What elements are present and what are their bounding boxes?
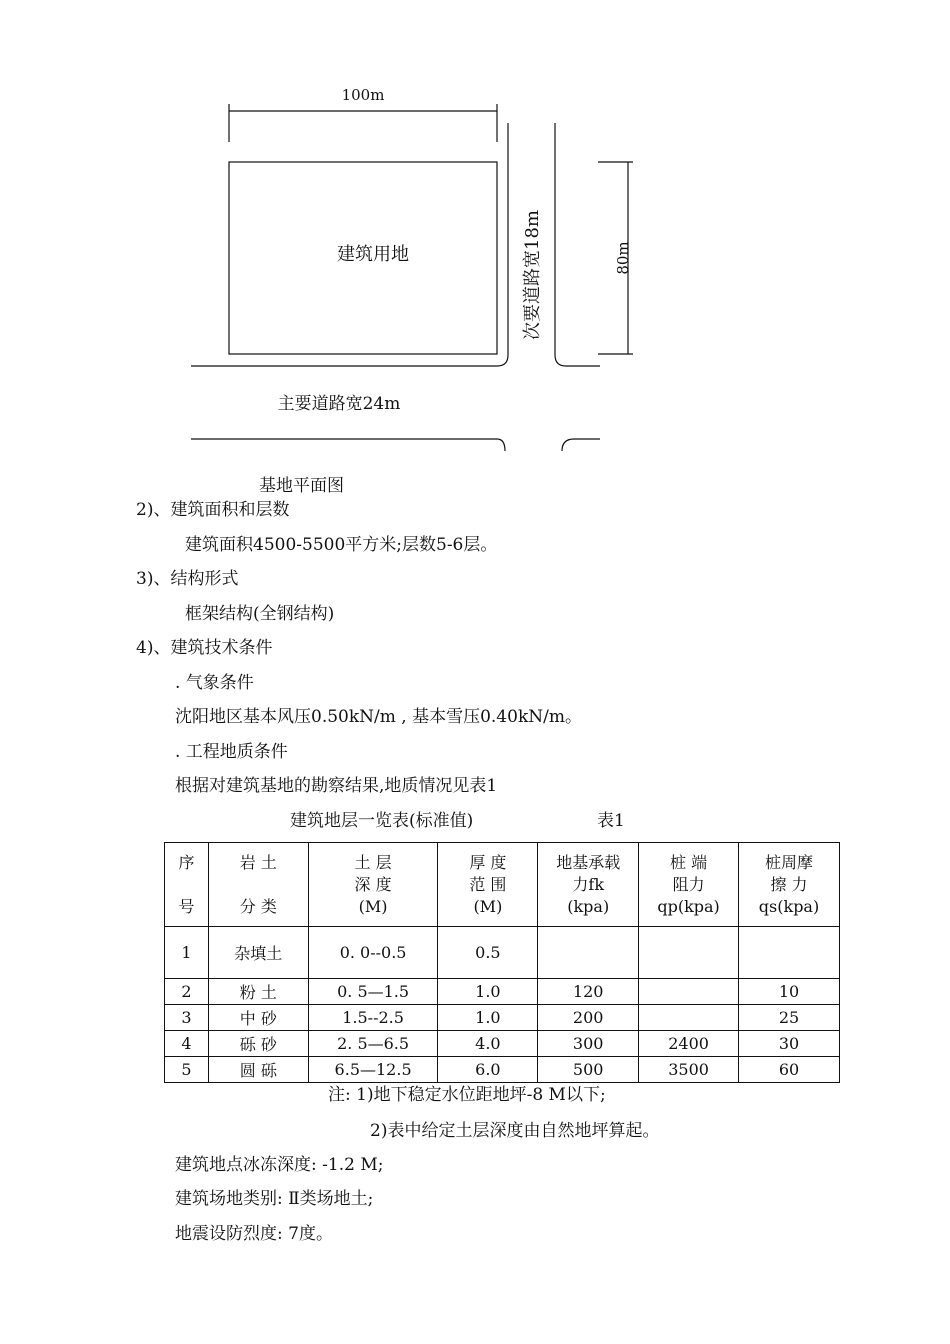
section-4-heading: 4)、建筑技术条件 bbox=[136, 638, 273, 658]
site-class: 建筑场地类别: Ⅱ类场地土; bbox=[175, 1189, 374, 1209]
table-row bbox=[165, 1031, 840, 1057]
cell-soil: 圆 砾 bbox=[208, 1057, 308, 1083]
cell-qp bbox=[639, 1005, 739, 1031]
diagram-caption: 基地平面图 bbox=[259, 476, 344, 496]
cell-qp bbox=[639, 979, 739, 1005]
header-qp-a: 桩 端 bbox=[670, 852, 708, 872]
section-2-body: 建筑面积4500-5500平方米;层数5-6层。 bbox=[185, 535, 498, 555]
table-row bbox=[165, 979, 840, 1005]
cell-no: 4 bbox=[165, 1031, 209, 1057]
width-label: 100m bbox=[341, 86, 385, 104]
cell-fk bbox=[538, 927, 639, 979]
cell-depth: 1.5--2.5 bbox=[308, 1005, 438, 1031]
cell-qp: 2400 bbox=[639, 1031, 739, 1057]
frost-depth: 建筑地点冰冻深度: -1.2 M; bbox=[175, 1155, 384, 1175]
cell-no: 2 bbox=[165, 979, 209, 1005]
cell-qs: 25 bbox=[739, 1005, 840, 1031]
cell-qs: 10 bbox=[739, 979, 840, 1005]
road-edge-lower-left bbox=[191, 439, 505, 451]
header-qs-b: 擦 力 bbox=[770, 874, 808, 894]
table-row bbox=[165, 927, 840, 979]
header-qs bbox=[739, 843, 840, 927]
header-thickness bbox=[438, 843, 538, 927]
secondary-road-label: 次要道路宽18m bbox=[522, 210, 543, 340]
cell-depth: 2. 5—6.5 bbox=[308, 1031, 438, 1057]
cell-depth: 6.5—12.5 bbox=[308, 1057, 438, 1083]
cell-depth: 0. 0--0.5 bbox=[308, 927, 438, 979]
cell-soil: 粉 土 bbox=[208, 979, 308, 1005]
header-soil bbox=[208, 843, 308, 927]
header-qp-b: 阻力 bbox=[672, 874, 705, 894]
table-row bbox=[165, 1005, 840, 1031]
cell-no: 3 bbox=[165, 1005, 209, 1031]
header-qs-c: qs(kpa) bbox=[758, 896, 820, 916]
section-2-heading: 2)、建筑面积和层数 bbox=[136, 500, 290, 520]
cell-fk: 500 bbox=[538, 1057, 639, 1083]
cell-fk: 200 bbox=[538, 1005, 639, 1031]
cell-thickness: 1.0 bbox=[438, 1005, 538, 1031]
table-title: 建筑地层一览表(标准值) bbox=[290, 811, 474, 831]
header-fk-a: 地基承载 bbox=[556, 852, 621, 872]
table-number: 表1 bbox=[597, 811, 625, 831]
section-3-heading: 3)、结构形式 bbox=[136, 569, 239, 589]
header-depth-a: 土 层 bbox=[354, 852, 392, 872]
cell-no: 5 bbox=[165, 1057, 209, 1083]
table-row bbox=[165, 1057, 840, 1083]
weather-heading: . 气象条件 bbox=[175, 673, 254, 693]
header-no-bottom: 号 bbox=[178, 896, 195, 916]
cell-thickness: 6.0 bbox=[438, 1057, 538, 1083]
cell-no: 1 bbox=[165, 927, 209, 979]
weather-body: 沈阳地区基本风压0.50kN/m , 基本雪压0.40kN/m。 bbox=[175, 707, 582, 727]
geology-body: 根据对建筑基地的勘察结果,地质情况见表1 bbox=[175, 776, 498, 796]
cell-qs: 60 bbox=[739, 1057, 840, 1083]
cell-soil: 砾 砂 bbox=[208, 1031, 308, 1057]
header-fk-b: 力fk bbox=[572, 874, 605, 894]
cell-qp: 3500 bbox=[639, 1057, 739, 1083]
section-3-body: 框架结构(全钢结构) bbox=[185, 604, 335, 624]
cell-qs bbox=[739, 927, 840, 979]
header-depth-b: 深 度 bbox=[354, 874, 392, 894]
header-soil-top: 岩 土 bbox=[239, 852, 277, 872]
table-note-1: 注: 1)地下稳定水位距地坪-8 M以下; bbox=[328, 1085, 606, 1105]
header-thickness-a: 厚 度 bbox=[469, 852, 507, 872]
cell-depth: 0. 5—1.5 bbox=[308, 979, 438, 1005]
header-depth bbox=[308, 843, 438, 927]
header-soil-bottom: 分 类 bbox=[239, 896, 277, 916]
main-road-label: 主要道路宽24m bbox=[277, 394, 401, 414]
cell-thickness: 0.5 bbox=[438, 927, 538, 979]
header-qp bbox=[639, 843, 739, 927]
header-qp-c: qp(kpa) bbox=[657, 896, 720, 916]
cell-qs: 30 bbox=[739, 1031, 840, 1057]
header-no-top: 序 bbox=[178, 852, 195, 872]
header-depth-c: (M) bbox=[358, 896, 388, 916]
depth-label: 80m bbox=[614, 241, 632, 275]
seismic-intensity: 地震设防烈度: 7度。 bbox=[175, 1224, 333, 1244]
cell-fk: 300 bbox=[538, 1031, 639, 1057]
road-edge-upper-right bbox=[555, 123, 600, 366]
strata-table bbox=[164, 842, 840, 1083]
site-label: 建筑用地 bbox=[337, 244, 409, 265]
header-thickness-c: (M) bbox=[473, 896, 503, 916]
header-fk-c: (kpa) bbox=[567, 896, 610, 916]
cell-thickness: 1.0 bbox=[438, 979, 538, 1005]
road-edge-lower-right bbox=[562, 439, 600, 451]
cell-soil: 中 砂 bbox=[208, 1005, 308, 1031]
cell-qp bbox=[639, 927, 739, 979]
header-no bbox=[165, 843, 209, 927]
geology-heading: . 工程地质条件 bbox=[175, 742, 288, 762]
cell-fk: 120 bbox=[538, 979, 639, 1005]
header-fk bbox=[538, 843, 639, 927]
header-qs-a: 桩周摩 bbox=[765, 852, 814, 872]
table-header-row bbox=[165, 843, 840, 927]
table-note-2: 2)表中给定土层深度由自然地坪算起。 bbox=[370, 1121, 660, 1141]
site-plan-diagram bbox=[0, 0, 950, 470]
header-thickness-b: 范 围 bbox=[469, 874, 507, 894]
cell-thickness: 4.0 bbox=[438, 1031, 538, 1057]
cell-soil: 杂填土 bbox=[208, 927, 308, 979]
